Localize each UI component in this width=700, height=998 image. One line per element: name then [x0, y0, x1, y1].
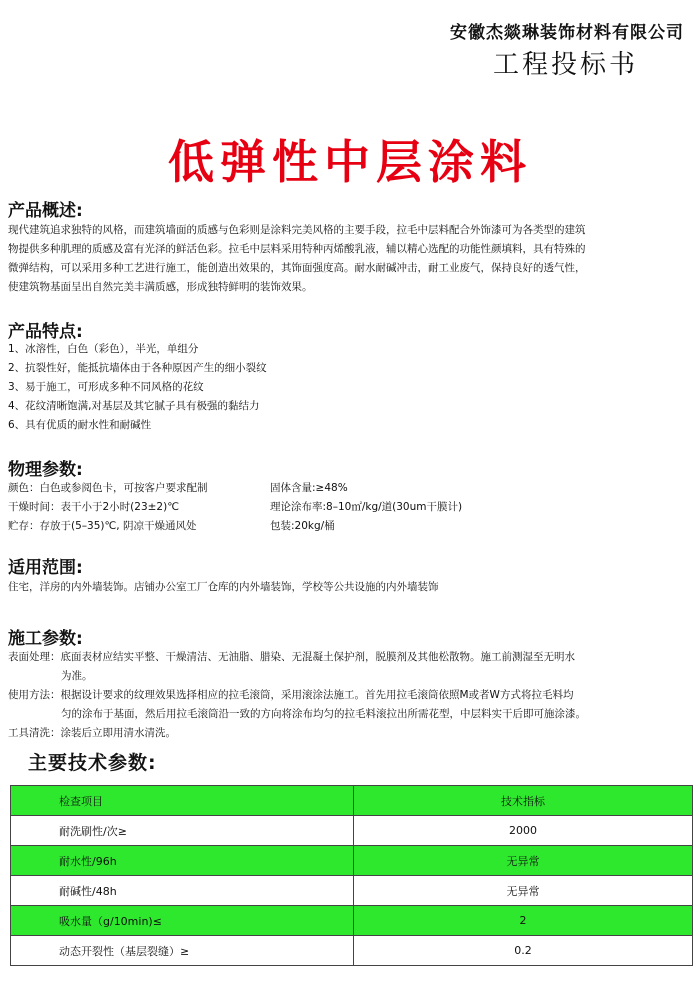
table-row: [11, 936, 693, 966]
physical-heading: 物理参数:: [8, 460, 83, 480]
feature-item: 1、冰溶性，白色（彩色），半光，单组分: [8, 343, 199, 355]
spec-item: 吸水量（g/10min)≤: [11, 906, 354, 936]
table-row: [11, 846, 693, 876]
table-row: [11, 906, 693, 936]
physical-right: 包装:20kg/桶: [270, 520, 335, 532]
overview-line: 微弹结构，可以采用多种工艺进行施工，能创造出效果的，其饰面强度高。耐水耐碱冲击，耐工业废气，保持良好的透气性，: [8, 262, 586, 274]
physical-row: [8, 518, 698, 537]
physical-left: 干燥时间：表干小于2小时(23±2)℃: [8, 501, 180, 513]
physical-left: 贮存：存放于(5–35)℃, 阴凉干燥通风处: [8, 520, 197, 532]
physical-params: [8, 480, 698, 537]
spec-item: 动态开裂性（基层裂缝）≥: [11, 936, 354, 966]
physical-row: [8, 480, 698, 499]
company-name: 安徽杰燚琳装饰材料有限公司: [450, 23, 684, 43]
document-type: 工程投标书: [492, 50, 638, 80]
cleaning-line: 工具清洗：涂装后立即用清水清洗。: [8, 727, 176, 739]
overview-line: 物提供多种肌理的质感及富有光泽的鲜活色彩。拉毛中层料采用特种丙烯酸乳液，辅以精心选配的功能性颜填料，具有特殊的: [8, 243, 586, 255]
overview-text: [8, 221, 690, 297]
physical-right: 理论涂布率:8–10㎡/kg/道(30um干膜计): [270, 501, 463, 513]
spec-item: 耐水性/96h: [11, 846, 354, 876]
overview-line: 使建筑物基面呈出自然完美丰满质感，形成独特鲜明的装饰效果。: [8, 281, 313, 293]
spec-table: [10, 785, 693, 966]
features-list: [8, 340, 690, 435]
overview-heading: 产品概述:: [8, 201, 83, 221]
table-row: [11, 876, 693, 906]
scope-heading: 适用范围:: [8, 558, 83, 578]
spec-value: 2000: [354, 816, 693, 846]
physical-row: [8, 499, 698, 518]
method-line-2: 匀的涂布于基面，然后用拉毛滚筒沿一致的方向将涂布均匀的拉毛料滚拉出所需花型，中层料实干后即可施涂漆。: [61, 708, 586, 720]
spec-value: 2: [354, 906, 693, 936]
spec-value: 无异常: [354, 876, 693, 906]
construction-text: [8, 648, 690, 743]
spec-value: 0.2: [354, 936, 693, 966]
spec-item: 耐碱性/48h: [11, 876, 354, 906]
feature-item: 4、花纹清晰饱满,对基层及其它腻子具有极强的黏结力: [8, 400, 260, 412]
scope-line: 住宅，洋房的内外墙装饰。店铺办公室工厂仓库的内外墙装饰，学校等公共设施的内外墙装饰: [8, 581, 439, 593]
construction-heading: 施工参数:: [8, 629, 83, 649]
surface-line-2: 为准。: [61, 670, 93, 682]
product-title: 低弹性中层涂料: [168, 135, 532, 189]
overview-line: 现代建筑追求独特的风格，而建筑墙面的质感与色彩则是涂料完美风格的主要手段，拉毛中层料配合外饰漆可为各类型的建筑: [8, 224, 586, 236]
physical-right: 固体含量:≥48%: [270, 482, 348, 494]
method-line-1: 使用方法：根据设计要求的纹理效果选择相应的拉毛滚筒，采用滚涂法施工。首先用拉毛滚筒依照M或者W方式将拉毛料均: [8, 689, 574, 701]
spec-header-value: 技术指标: [354, 786, 693, 816]
surface-line-1: 表面处理：底面表材应结实平整、干燥清洁、无油脂、腊染、无混凝土保护剂，脱膜剂及其他松散物。施工前测湿至无明水: [8, 651, 575, 663]
spec-header-row: [11, 786, 693, 816]
feature-item: 3、易于施工，可形成多种不同风格的花纹: [8, 381, 204, 393]
feature-item: 6、具有优质的耐水性和耐碱性: [8, 419, 152, 431]
spec-header-item: 检查项目: [11, 786, 354, 816]
table-row: [11, 816, 693, 846]
scope-text: [8, 578, 690, 597]
spec-item: 耐洗刷性/次≥: [11, 816, 354, 846]
spec-value: 无异常: [354, 846, 693, 876]
spec-heading: 主要技术参数:: [28, 752, 157, 774]
feature-item: 2、抗裂性好，能抵抗墙体由于各种原因产生的细小裂纹: [8, 362, 267, 374]
physical-left: 颜色：白色或参阅色卡，可按客户要求配制: [8, 482, 208, 494]
features-heading: 产品特点:: [8, 322, 83, 342]
